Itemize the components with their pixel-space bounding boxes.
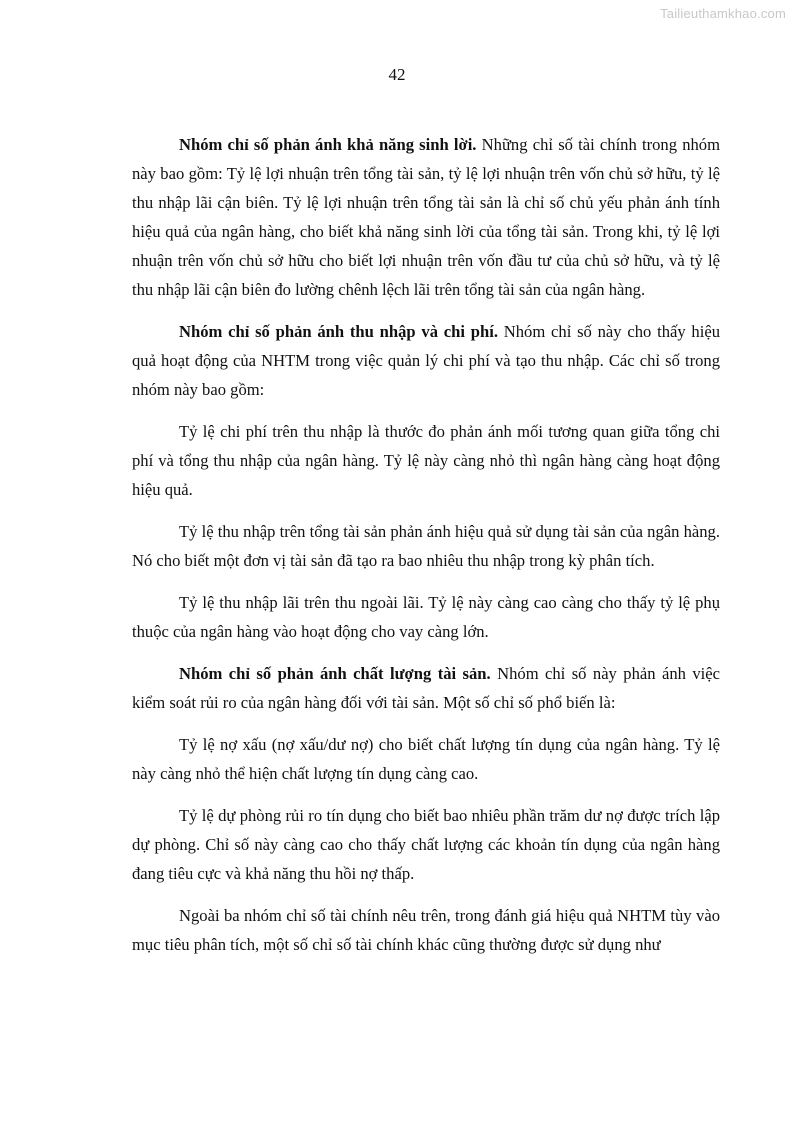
paragraph-heading: Nhóm chỉ số phản ánh khả năng sinh lời. [179,135,477,154]
paragraph-cost-income-ratio [132,417,720,504]
paragraph-text: Tỷ lệ thu nhập trên tổng tài sản phản ánh hiệu quả sử dụng tài sản của ngân hàng. Nó cho biết một đơn vị tài sản đã tạo ra bao nhiêu thu nhập trong kỳ phân tích. [132,522,720,570]
paragraph-text: Nhóm chỉ số này cho thấy hiệu quả hoạt động của NHTM trong việc quản lý chi phí và tạo thu nhập. Các chỉ số trong nhóm này bao gồm: [132,322,721,399]
paragraph-text: Ngoài ba nhóm chỉ số tài chính nêu trên, trong đánh giá hiệu quả NHTM tùy vào mục tiêu phân tích, một số chỉ số tài chính khác cũng thường được sử dụng như [132,906,720,954]
paragraph-interest-income-ratio [132,588,720,646]
watermark: Tailieuthamkhao.com [660,6,786,21]
page-number: 42 [388,65,406,84]
paragraph-text: Tỷ lệ nợ xấu (nợ xấu/dư nợ) cho biết chất lượng tín dụng của ngân hàng. Tỷ lệ này càng nhỏ thể hiện chất lượng tín dụng càng cao. [132,735,720,783]
paragraph-bad-debt-ratio [132,730,720,788]
paragraph-profitability [132,130,720,304]
paragraph-text: Tỷ lệ chi phí trên thu nhập là thước đo phản ánh mối tương quan giữa tổng chi phí và tổng thu nhập của ngân hàng. Tỷ lệ này càng nhỏ thì ngân hàng càng hoạt động hiệu quả. [132,422,720,499]
paragraph-text: Những chỉ số tài chính trong nhóm này bao gồm: Tỷ lệ lợi nhuận trên tổng tài sản, tỷ lệ lợi nhuận trên vốn chủ sở hữu, tỷ lệ thu nhập lãi cận biên. Tỷ lệ lợi nhuận trên tổng tài sản là chỉ số chủ yếu phản ánh tính hiệu quả của ngân hàng, cho biết khả năng sinh lời của tổng tài sản. Trong khi, tỷ lệ lợi nhuận trên vốn chủ sở hữu cho biết lợi nhuận trên vốn đầu tư của chủ sở hữu, và tỷ lệ thu nhập lãi cận biên đo lường chênh lệch lãi trên tổng tài sản của ngân hàng. [132,135,720,299]
paragraph-asset-quality [132,659,720,717]
paragraph-heading: Nhóm chỉ số phản ánh chất lượng tài sản. [179,664,491,683]
paragraph-income-assets-ratio [132,517,720,575]
paragraph-income-cost [132,317,720,404]
paragraph-text: Tỷ lệ thu nhập lãi trên thu ngoài lãi. Tỷ lệ này càng cao càng cho thấy tỷ lệ phụ thuộc của ngân hàng vào hoạt động cho vay càng lớn. [132,593,720,641]
document-body [132,130,720,972]
paragraph-heading: Nhóm chỉ số phản ánh thu nhập và chi phí. [179,322,498,341]
paragraph-text: Tỷ lệ dự phòng rủi ro tín dụng cho biết bao nhiêu phần trăm dư nợ được trích lập dự phòng. Chỉ số này càng cao cho thấy chất lượng các khoản tín dụng của ngân hàng đang tiêu cực và khả năng thu hồi nợ thấp. [132,806,720,883]
paragraph-other-indicators [132,901,720,959]
paragraph-text: Nhóm chỉ số này phản ánh việc kiểm soát rủi ro của ngân hàng đối với tài sản. Một số chỉ số phổ biến là: [132,664,720,712]
paragraph-provision-ratio [132,801,720,888]
